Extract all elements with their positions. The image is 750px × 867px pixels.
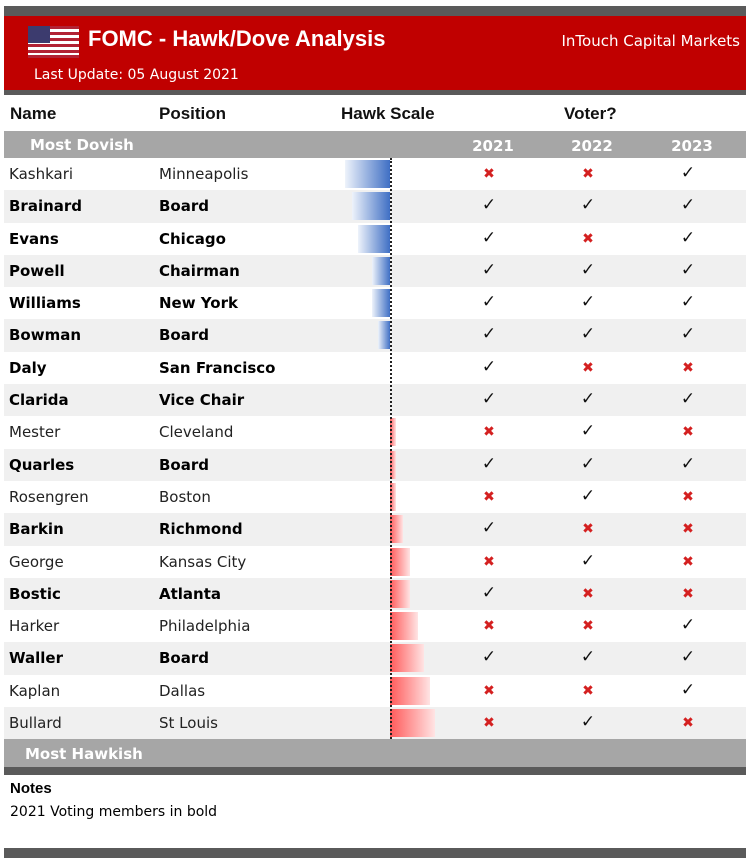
member-name: Kaplan [9,681,61,700]
member-row [4,642,746,674]
check-icon: ✓ [580,550,596,571]
member-name: Williams [9,294,81,313]
member-position: San Francisco [159,358,276,377]
member-position: New York [159,294,238,313]
cross-icon: ✖ [483,553,495,570]
member-position: Kansas City [159,552,247,571]
member-position: Dallas [159,681,206,700]
check-icon: ✓ [481,356,497,377]
check-icon: ✓ [481,647,497,668]
member-name: Bostic [9,584,61,603]
most-hawkish-bar [4,739,746,767]
cross-icon: ✖ [483,424,495,441]
check-icon: ✓ [481,389,497,410]
check-icon: ✓ [580,259,596,280]
member-row [4,287,746,319]
member-position: Minneapolis [159,165,249,183]
hawk-scale-bar [390,580,410,608]
member-row [4,707,746,739]
member-row [4,158,746,190]
check-icon: ✓ [680,647,696,668]
member-position: Chairman [159,261,240,280]
member-name: Brainard [9,197,83,216]
cross-icon: ✖ [682,585,694,602]
year-2021-label: 2021 [472,137,514,155]
cross-icon: ✖ [682,521,694,538]
dove-scale-bar [372,257,390,285]
check-icon: ✓ [481,227,497,248]
check-icon: ✓ [580,712,596,733]
hawk-scale-bar [390,612,418,640]
member-row [4,384,746,416]
report-title: FOMC - Hawk/Dove Analysis [88,26,386,51]
hawk-scale-bar [390,709,435,737]
check-icon: ✓ [580,292,596,313]
member-row [4,546,746,578]
member-position: Board [159,326,209,345]
check-icon: ✓ [580,389,596,410]
cross-icon: ✖ [682,715,694,732]
check-icon: ✓ [680,227,696,248]
year-2022-label: 2022 [571,137,613,155]
cross-icon: ✖ [582,585,594,602]
member-row [4,675,746,707]
dove-scale-bar [378,321,390,349]
member-row [4,610,746,642]
member-name: Powell [9,261,65,280]
top-dark-bar [4,6,746,16]
column-header-voter: Voter? [564,104,617,123]
cross-icon: ✖ [682,488,694,505]
cross-icon: ✖ [682,359,694,376]
hawk-scale-bar [390,677,430,705]
notes-heading: Notes [10,780,52,797]
most-dovish-bar [4,131,746,158]
check-icon: ✓ [580,421,596,442]
member-name: Clarida [9,391,69,410]
cross-icon: ✖ [582,618,594,635]
member-name: Evans [9,229,59,248]
most-hawkish-label: Most Hawkish [25,745,143,763]
member-position: Vice Chair [159,391,245,410]
year-2023-label: 2023 [671,137,713,155]
check-icon: ✓ [481,195,497,216]
brand-name: InTouch Capital Markets [561,32,740,50]
member-row [4,319,746,351]
member-position: Chicago [159,229,226,248]
notes-text: 2021 Voting members in bold [10,804,218,820]
member-name: Harker [9,617,60,636]
hawk-scale-bar [390,548,410,576]
cross-icon: ✖ [483,682,495,699]
member-position: Atlanta [159,584,222,603]
check-icon: ✓ [580,453,596,474]
member-position: Cleveland [159,423,234,442]
check-icon: ✓ [580,647,596,668]
member-name: George [9,552,64,571]
check-icon: ✓ [481,292,497,313]
check-icon: ✓ [481,518,497,539]
check-icon: ✓ [481,259,497,280]
cross-icon: ✖ [582,359,594,376]
member-name: Barkin [9,520,64,539]
check-icon: ✓ [481,582,497,603]
column-header-name: Name [10,104,57,123]
check-icon: ✓ [680,324,696,345]
cross-icon: ✖ [582,521,594,538]
cross-icon: ✖ [582,230,594,247]
member-position: Richmond [159,520,243,539]
member-position: Board [159,649,209,668]
us-flag-icon [28,26,79,58]
member-row [4,255,746,287]
cross-icon: ✖ [682,553,694,570]
member-row [4,190,746,222]
member-position: Philadelphia [159,617,251,636]
check-icon: ✓ [680,163,696,183]
member-name: Mester [9,423,61,442]
column-header-hawk-scale: Hawk Scale [341,104,435,123]
hawk-scale-bar [390,644,424,672]
cross-icon: ✖ [483,488,495,505]
dove-scale-bar [358,225,390,253]
cross-icon: ✖ [682,424,694,441]
member-name: Waller [9,649,63,668]
member-name: Kashkari [9,165,74,183]
member-position: St Louis [159,714,218,733]
member-position: Boston [159,487,211,506]
dove-scale-bar [372,289,390,317]
cross-icon: ✖ [483,166,495,182]
member-row [4,513,746,545]
cross-icon: ✖ [582,166,594,182]
dove-scale-bar [352,192,390,220]
member-name: Bullard [9,714,62,733]
check-icon: ✓ [680,292,696,313]
most-dovish-label: Most Dovish [30,136,134,154]
check-icon: ✓ [481,324,497,345]
footer-bar [4,848,746,858]
dove-scale-bar [345,160,390,188]
member-name: Daly [9,358,47,377]
bottom-dark-bar [4,767,746,775]
member-name: Rosengren [9,487,89,506]
cross-icon: ✖ [582,682,594,699]
last-update: Last Update: 05 August 2021 [34,67,239,83]
member-row [4,416,746,448]
member-position: Board [159,197,209,216]
member-row [4,481,746,513]
check-icon: ✓ [680,259,696,280]
member-row [4,449,746,481]
member-table [4,158,746,739]
member-name: Bowman [9,326,82,345]
member-position: Board [159,455,209,474]
check-icon: ✓ [680,615,696,636]
check-icon: ✓ [680,453,696,474]
check-icon: ✓ [580,485,596,506]
column-header-position: Position [159,104,227,123]
check-icon: ✓ [580,195,596,216]
report-header [4,16,746,90]
member-row [4,223,746,255]
cross-icon: ✖ [483,618,495,635]
cross-icon: ✖ [483,715,495,732]
member-row [4,578,746,610]
member-name: Quarles [9,455,75,474]
member-row [4,352,746,384]
check-icon: ✓ [481,453,497,474]
hawk-scale-center-line [390,158,392,739]
check-icon: ✓ [680,679,696,700]
header-under-bar [4,90,746,95]
check-icon: ✓ [680,195,696,216]
check-icon: ✓ [580,324,596,345]
check-icon: ✓ [680,389,696,410]
